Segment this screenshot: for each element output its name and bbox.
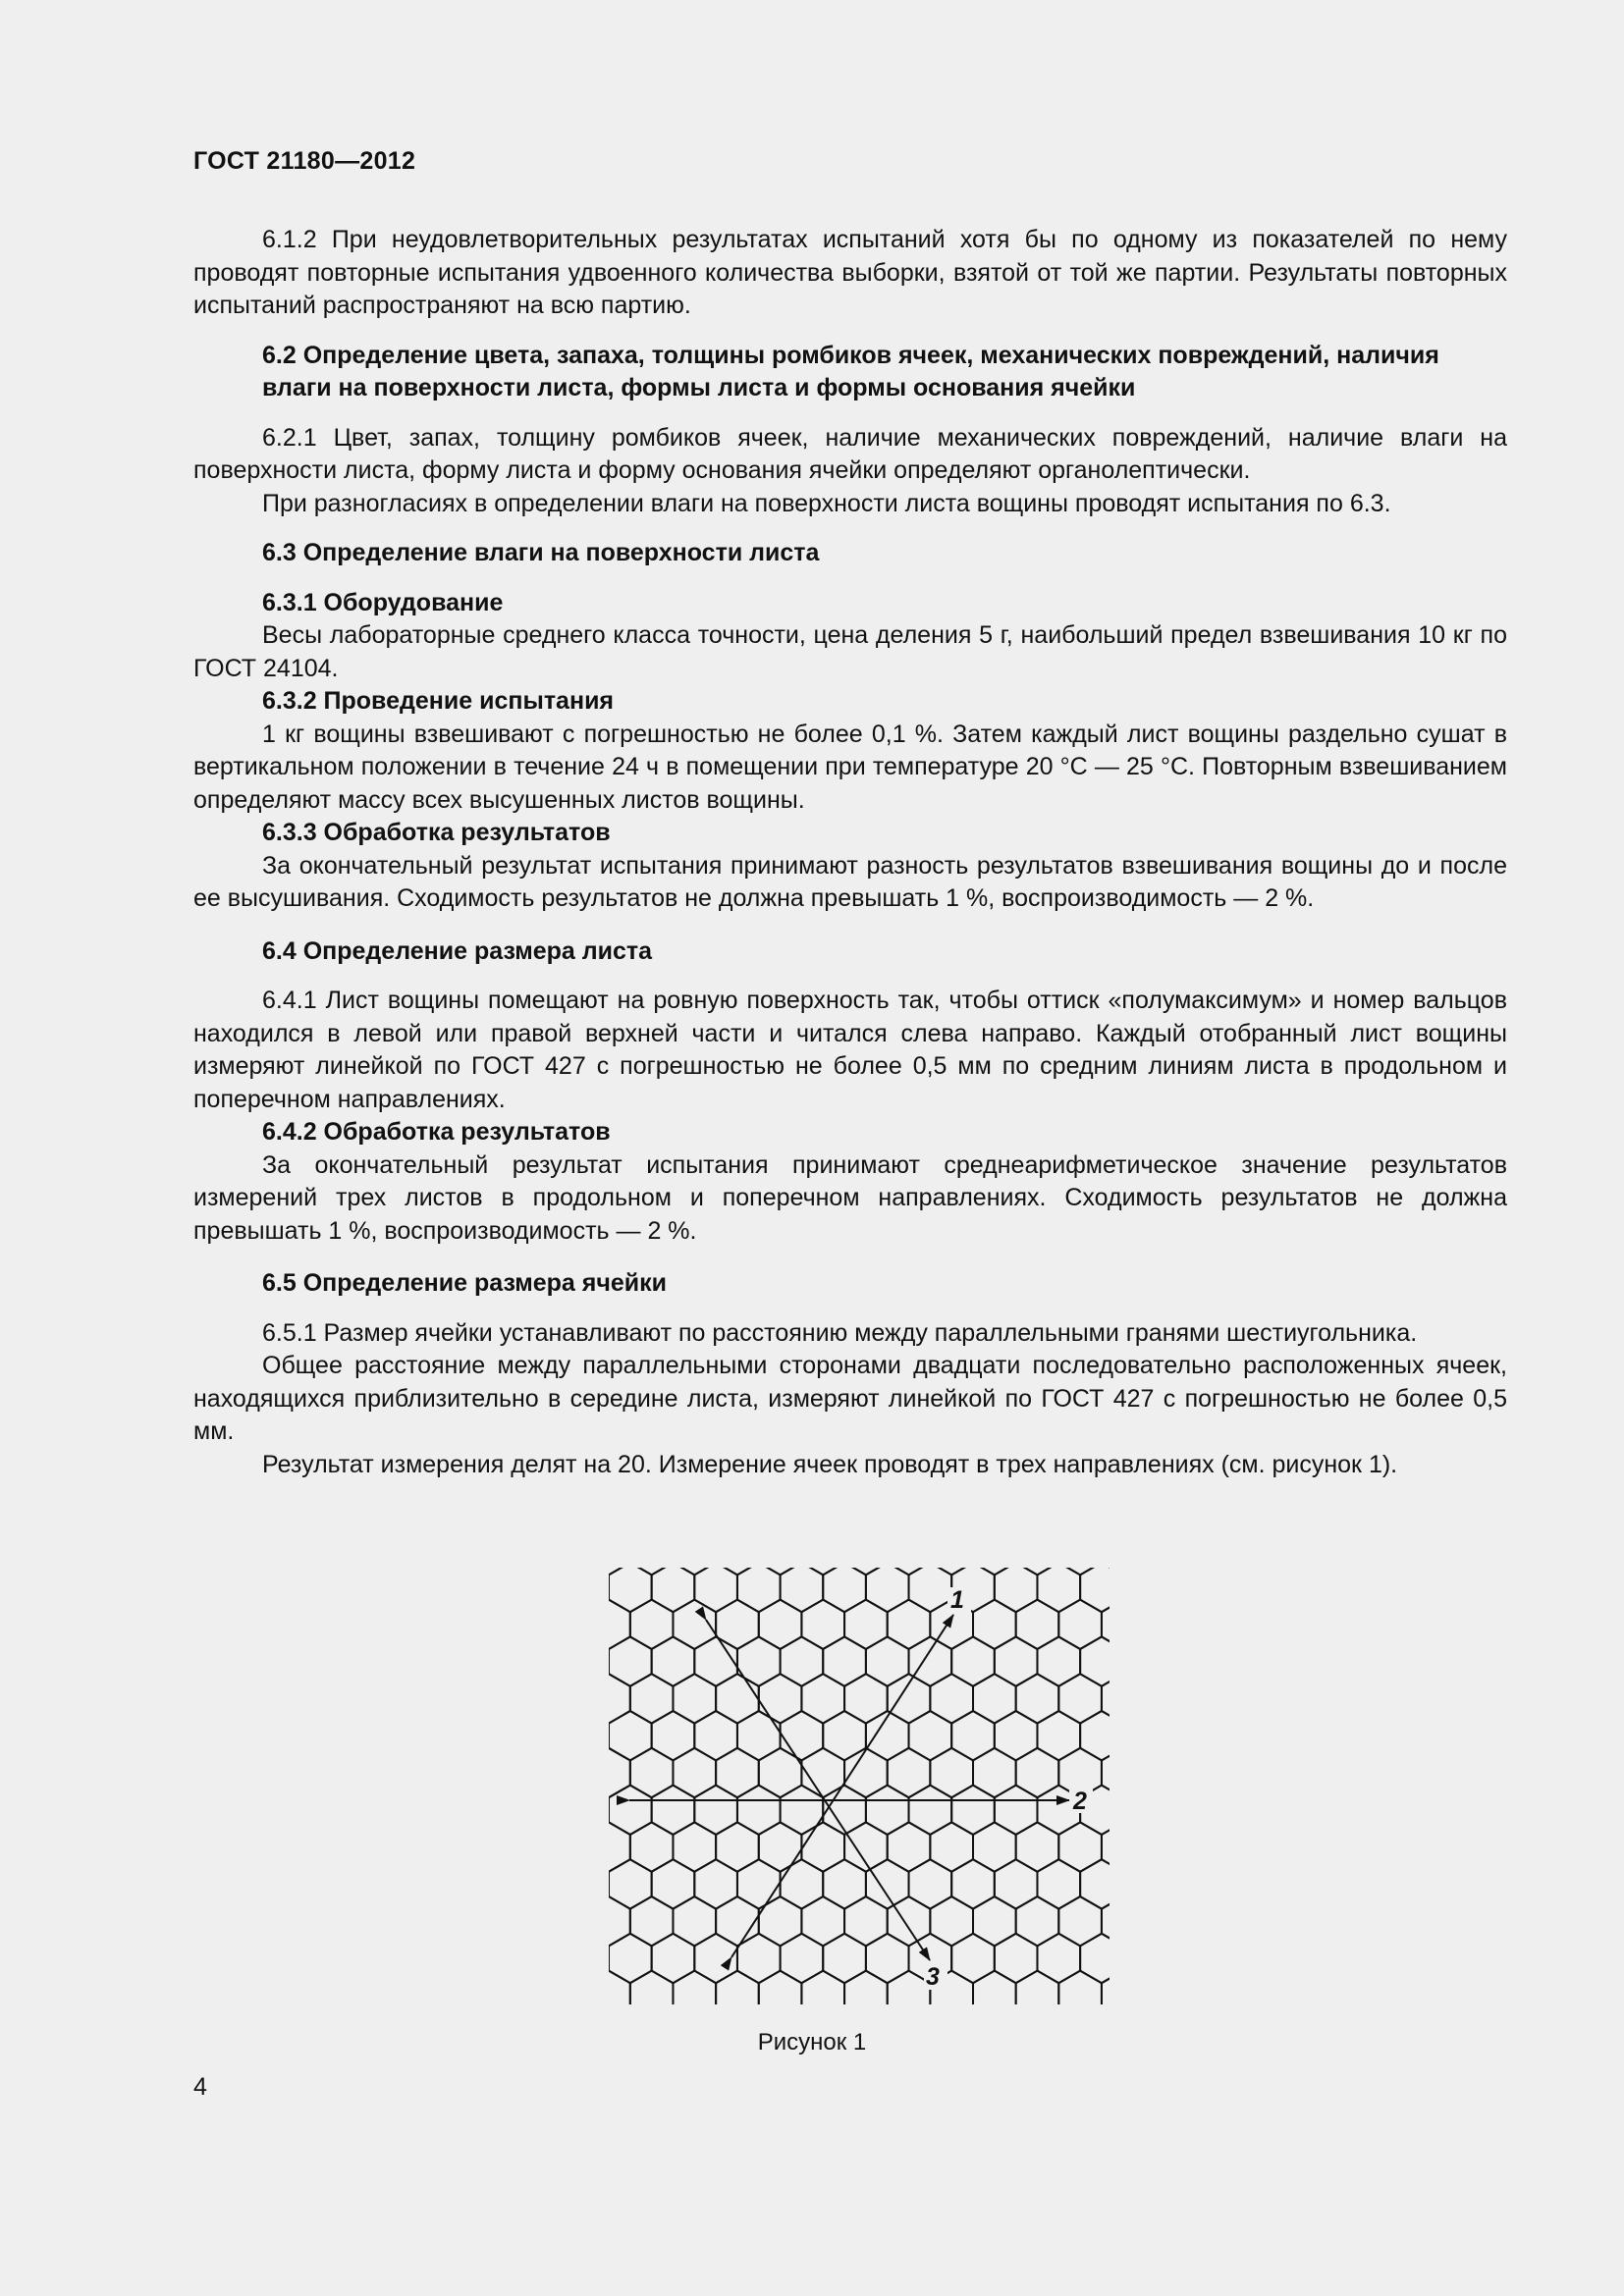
- hexagon-cell: [652, 1859, 695, 1908]
- hexagon-cell: [823, 1711, 866, 1760]
- hexagon-cell: [630, 1896, 674, 1946]
- hexagon-cell: [737, 1568, 781, 1612]
- hexagon-cell: [604, 1971, 630, 2004]
- hexagon-cell: [604, 1674, 630, 1723]
- hexagon-cell: [951, 1934, 995, 1983]
- hexagon-cell: [888, 1822, 931, 1871]
- hexagon-cell: [1080, 1711, 1114, 1760]
- hexagon-cell: [630, 1971, 674, 2004]
- paragraph-6-2-1: 6.2.1 Цвет, запах, толщину ромбиков ячеек, наличие механических повреждений, наличие влаги на поверхности листа, форму листа и форму основания ячейки определяют органолептически.: [193, 423, 1507, 484]
- hexagon-cell: [823, 1786, 866, 1835]
- hexagon-cell: [716, 1600, 759, 1649]
- hexagon-cell: [1080, 1934, 1114, 1983]
- hexagon-cell: [951, 1859, 995, 1908]
- hexagon-cell: [781, 1711, 824, 1760]
- hexagon-cell: [630, 1748, 674, 1797]
- paragraph-6-3-1: Весы лабораторные среднего класса точности, цена деления 5 г, наибольший предел взвешивания 10 кг по ГОСТ 24104.: [193, 621, 1507, 682]
- hexagon-cell: [995, 1786, 1038, 1835]
- hexagon-cell: [801, 1971, 844, 2004]
- paragraph-6-3-2: 1 кг вощины взвешивают с погрешностью не более 0,1 %. Затем каждый лист вощины раздельно сушат в вертикальном положении в течение 24 ч в помещении при температуре 20 °С — 25 °С. Повторным взвешиванием определяют массу всех высушенных листов вощины.: [193, 720, 1507, 814]
- hexagon-cell: [866, 1786, 909, 1835]
- hexagon-cell: [609, 1636, 652, 1685]
- hexagon-cell: [1058, 1822, 1102, 1871]
- document-header: ГОСТ 21180—2012: [193, 147, 416, 175]
- hexagon-cell: [604, 1568, 630, 1575]
- hexagon-cell: [1102, 1674, 1114, 1723]
- hexagon-cell: [1058, 1600, 1102, 1649]
- hexagon-grid: [604, 1568, 1114, 2004]
- figure-label-2: 2: [1073, 1788, 1087, 1815]
- hexagon-cell: [866, 1568, 909, 1612]
- hexagon-cell: [909, 1859, 952, 1908]
- document-body: [193, 224, 1507, 1481]
- hexagon-cell: [759, 1971, 802, 2004]
- hexagon-cell: [1016, 1674, 1059, 1723]
- hexagon-cell: [781, 1934, 824, 1983]
- figure-label-3: 3: [926, 1963, 940, 1991]
- hexagon-cell: [716, 1896, 759, 1946]
- hexagon-cell: [930, 1822, 973, 1871]
- honeycomb-figure: [604, 1568, 1114, 2004]
- hexagon-cell: [1080, 1568, 1114, 1612]
- hexagon-cell: [604, 1711, 609, 1760]
- hexagon-cell: [844, 1600, 888, 1649]
- hexagon-cell: [823, 1568, 866, 1612]
- heading-6-4-2: 6.4.2 Обработка результатов: [262, 1118, 611, 1146]
- hexagon-cell: [604, 1822, 630, 1871]
- hexagon-cell: [781, 1568, 824, 1612]
- paragraph-6-4-1: 6.4.1 Лист вощины помещают на ровную поверхность так, чтобы оттиск «полумаксимум» и номер вальцов находился в левой или правой верхней части и читался слева направо. Каждый отобранный лист вощины измеряют линейкой по ГОСТ 427 с погрешностью не более 0,5 мм по средним линиям листа в продольном и поперечном направлениях.: [193, 987, 1507, 1113]
- hexagon-cell: [737, 1786, 781, 1835]
- hexagon-cell: [995, 1636, 1038, 1685]
- hexagon-cell: [801, 1600, 844, 1649]
- hexagon-cell: [759, 1600, 802, 1649]
- hexagon-cell: [609, 1568, 652, 1612]
- hexagon-cell: [652, 1636, 695, 1685]
- heading-6-3-2: 6.3.2 Проведение испытания: [262, 687, 615, 715]
- hexagon-cell: [694, 1636, 737, 1685]
- hexagon-cell: [716, 1971, 759, 2004]
- hexagon-cell: [930, 1748, 973, 1797]
- paragraph-6-5-1-b: Общее расстояние между параллельными сторонами двадцати последовательно расположенных ячеек, находящихся приблизительно в середине листа, измеряют линейкой по ГОСТ 427 с погрешностью не более 0,5 мм.: [193, 1352, 1507, 1445]
- hexagon-cell: [866, 1859, 909, 1908]
- hexagon-cell: [737, 1711, 781, 1760]
- hexagon-cell: [973, 1822, 1016, 1871]
- hexagon-cell: [1016, 1896, 1059, 1946]
- hexagon-cell: [716, 1674, 759, 1723]
- hexagon-cell: [673, 1674, 716, 1723]
- hexagon-cell: [604, 1859, 609, 1908]
- hexagon-cell: [694, 1568, 737, 1612]
- paragraph-6-2-1-b: При разногласиях в определении влаги на поверхности листа вощины проводят испытания по 6.3.: [262, 489, 1391, 517]
- hexagon-cell: [930, 1674, 973, 1723]
- hexagon-cell: [973, 1896, 1016, 1946]
- hexagon-cell: [630, 1600, 674, 1649]
- hexagon-cell: [801, 1822, 844, 1871]
- hexagon-cell: [866, 1934, 909, 1983]
- hexagon-cell: [604, 1786, 609, 1835]
- hexagon-cell: [909, 1711, 952, 1760]
- hexagon-cell: [781, 1859, 824, 1908]
- hexagon-cell: [995, 1711, 1038, 1760]
- hexagon-cell: [801, 1674, 844, 1723]
- hexagon-cell: [1037, 1636, 1080, 1685]
- heading-6-5: 6.5 Определение размера ячейки: [262, 1269, 668, 1297]
- hexagon-cell: [951, 1636, 995, 1685]
- hexagon-cell: [1037, 1859, 1080, 1908]
- hexagon-cell: [1058, 1896, 1102, 1946]
- hexagon-cell: [1016, 1748, 1059, 1797]
- hexagon-cell: [604, 1934, 609, 1983]
- hexagon-cell: [694, 1859, 737, 1908]
- hexagon-cell: [973, 1674, 1016, 1723]
- figure-label-1: 1: [950, 1586, 964, 1614]
- hexagon-cell: [604, 1748, 630, 1797]
- hexagon-cell: [1102, 1568, 1114, 1575]
- paragraph-6-5-1-c: Результат измерения делят на 20. Измерение ячеек проводят в трех направлениях (см. рисунок 1).: [262, 1450, 1398, 1478]
- heading-6-3-1: 6.3.1 Оборудование: [262, 588, 504, 616]
- hexagon-cell: [609, 1934, 652, 1983]
- hexagon-cell: [951, 1786, 995, 1835]
- hexagon-cell: [694, 1786, 737, 1835]
- hexagon-cell: [823, 1636, 866, 1685]
- hexagon-cell: [973, 1600, 1016, 1649]
- hexagon-cell: [737, 1859, 781, 1908]
- hexagon-cell: [737, 1934, 781, 1983]
- hexagon-cell: [609, 1859, 652, 1908]
- hexagon-cell: [716, 1748, 759, 1797]
- hexagon-cell: [844, 1674, 888, 1723]
- page-number: 4: [193, 2073, 207, 2101]
- hexagon-cell: [866, 1636, 909, 1685]
- hexagon-cell: [801, 1748, 844, 1797]
- hexagon-cell: [1080, 1636, 1114, 1685]
- hexagon-cell: [673, 1971, 716, 2004]
- hexagon-cell: [1037, 1711, 1080, 1760]
- hexagon-cell: [673, 1896, 716, 1946]
- hexagon-cell: [673, 1748, 716, 1797]
- figure-caption: Рисунок 1: [757, 2029, 867, 2056]
- hexagon-cell: [909, 1786, 952, 1835]
- hexagon-cell: [759, 1822, 802, 1871]
- hexagon-cell: [716, 1822, 759, 1871]
- hexagon-cell: [951, 1711, 995, 1760]
- hexagon-cell: [1016, 1822, 1059, 1871]
- hexagon-cell: [995, 1568, 1038, 1612]
- hexagon-cell: [1102, 1822, 1114, 1871]
- hexagon-cell: [652, 1568, 695, 1612]
- hexagon-cell: [781, 1636, 824, 1685]
- hexagon-cell: [694, 1934, 737, 1983]
- hexagon-cell: [604, 1636, 609, 1685]
- hexagon-cell: [973, 1748, 1016, 1797]
- hexagon-cell: [973, 1971, 1016, 2004]
- hexagon-cell: [604, 1600, 630, 1649]
- hexagon-cell: [844, 1896, 888, 1946]
- hexagon-cell: [1102, 1748, 1114, 1797]
- hexagon-cell: [888, 1600, 931, 1649]
- hexagon-cell: [823, 1934, 866, 1983]
- hexagon-cell: [801, 1896, 844, 1946]
- hexagon-cell: [604, 1896, 630, 1946]
- hexagon-cell: [888, 1971, 931, 2004]
- hexagon-cell: [630, 1674, 674, 1723]
- hexagon-cell: [1016, 1971, 1059, 2004]
- hexagon-cell: [1037, 1568, 1080, 1612]
- hexagon-cell: [930, 1896, 973, 1946]
- arrow-direction-1: [731, 1615, 953, 1957]
- hexagon-cell: [823, 1859, 866, 1908]
- hexagon-cell: [1102, 1600, 1114, 1649]
- hexagon-cell: [652, 1711, 695, 1760]
- hexagon-cell: [652, 1934, 695, 1983]
- hexagon-cell: [995, 1859, 1038, 1908]
- paragraph-6-4-2: За окончательный результат испытания принимают среднеарифметическое значение результатов измерений трех листов в продольном и поперечном направлениях. Сходимость результатов не должна превышать 1 %, воспроизводимость — 2 %.: [193, 1150, 1507, 1245]
- hexagon-cell: [888, 1674, 931, 1723]
- hexagon-cell: [609, 1786, 652, 1835]
- hexagon-cell: [888, 1748, 931, 1797]
- hexagon-cell: [1058, 1971, 1102, 2004]
- hexagon-cell: [1016, 1600, 1059, 1649]
- hexagon-cell: [652, 1786, 695, 1835]
- hexagon-cell: [673, 1822, 716, 1871]
- heading-6-4: 6.4 Определение размера листа: [262, 936, 653, 965]
- hexagon-cell: [1102, 1896, 1114, 1946]
- heading-6-2: 6.2 Определение цвета, запаха, толщины ромбиков ячеек, механических повреждений, наличия влаги на поверхности листа, формы листа и формы основания ячейки: [262, 341, 1439, 401]
- hexagon-cell: [759, 1674, 802, 1723]
- heading-6-3: 6.3 Определение влаги на поверхности листа: [262, 539, 820, 566]
- hexagon-cell: [909, 1568, 952, 1612]
- hexagon-cell: [1080, 1859, 1114, 1908]
- hexagon-cell: [604, 1568, 609, 1612]
- paragraph-6-5-1: 6.5.1 Размер ячейки устанавливают по расстоянию между параллельными гранями шестиугольника.: [262, 1318, 1418, 1347]
- hexagon-cell: [1058, 1674, 1102, 1723]
- hexagon-cell: [694, 1711, 737, 1760]
- heading-6-3-3: 6.3.3 Обработка результатов: [262, 819, 611, 846]
- hexagon-cell: [844, 1971, 888, 2004]
- hexagon-cell: [995, 1934, 1038, 1983]
- paragraph-6-3-3: За окончательный результат испытания принимают разность результатов взвешивания вощины до и после ее высушивания. Сходимость результатов не должна превышать 1 %, воспроизводимость — 2 %.: [193, 851, 1507, 912]
- hexagon-cell: [630, 1822, 674, 1871]
- hexagon-cell: [1037, 1934, 1080, 1983]
- hexagon-cell: [609, 1711, 652, 1760]
- hexagon-cell: [1102, 1971, 1114, 2004]
- hexagon-cell: [909, 1636, 952, 1685]
- paragraph-6-1-2: 6.1.2 При неудовлетворительных результатах испытаний хотя бы по одному из показателей по нему проводят повторные испытания удвоенного количества выборки, взятой от той же партии. Результаты повторных испытаний распространяют на всю партию.: [193, 226, 1507, 319]
